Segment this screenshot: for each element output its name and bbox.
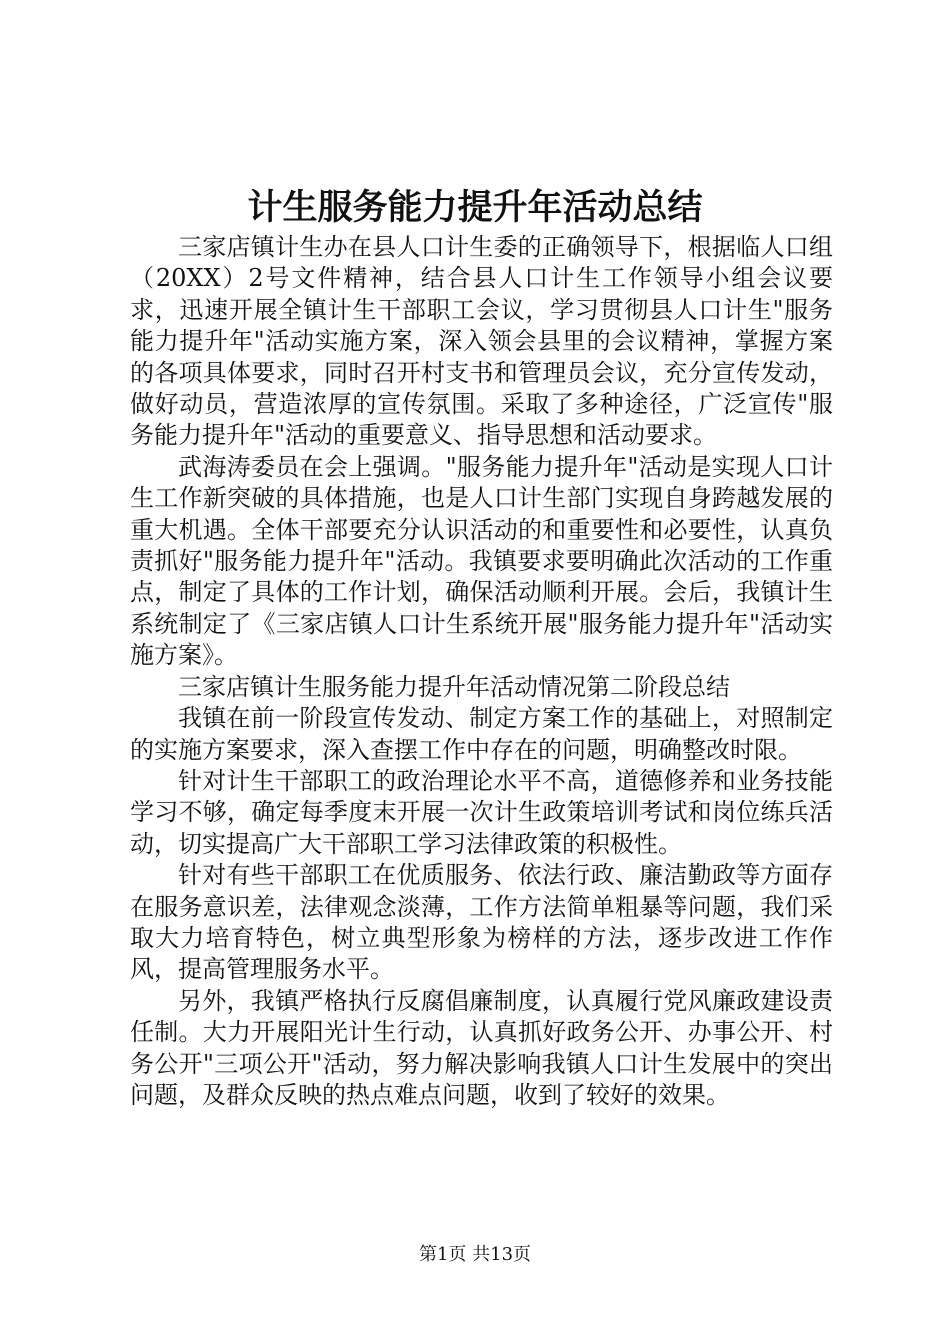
document-title: 计生服务能力提升年活动总结 [247,187,703,228]
section-heading: 三家店镇计生服务能力提升年活动情况第二阶段总结 [178,672,730,701]
paragraph: 武海涛委员在会上强调。"服务能力提升年"活动是实现人口计生工作新突破的具体措施，也是人口计生部门实现自身跨越发展的重大机遇。全体干部要充分认识活动的和重要性和必要性，认真负责抓好"服务能力提升年"活动。我镇要求要明确此次活动的工作重点，制定了具体的工作计划，确保活动顺利开展。会后，我镇计生系统制定了《三家店镇人口计生系统开展"服务能力提升年"活动实施方案》。 [130,452,833,670]
document-body [130,232,833,1111]
paragraph: 另外，我镇严格执行反腐倡廉制度，认真履行党风廉政建设责任制。大力开展阳光计生行动，认真抓好政务公开、办事公开、村务公开"三项公开"活动，努力解决影响我镇人口计生发展中的突出问题，及群众反映的热点难点问题，收到了较好的效果。 [130,986,833,1109]
paragraph: 针对计生干部职工的政治理论水平不高，道德修养和业务技能学习不够，确定每季度末开展一次计生政策培训考试和岗位练兵活动，切实提高广大干部职工学习法律政策的积极性。 [130,766,833,858]
paragraph: 我镇在前一阶段宣传发动、制定方案工作的基础上，对照制定的实施方案要求，深入查摆工作中存在的问题，明确整改时限。 [130,704,833,764]
paragraph: 针对有些干部职工在优质服务、依法行政、廉洁勤政等方面存在服务意识差，法律观念淡薄，工作方法简单粗暴等问题，我们采取大力培育特色，树立典型形象为榜样的方法，逐步改进工作作风，提高管理服务水平。 [130,861,833,984]
paragraph: 三家店镇计生办在县人口计生委的正确领导下，根据临人口组（20XX）2号文件精神，结合县人口计生工作领导小组会议要求，迅速开展全镇计生干部职工会议，学习贯彻县人口计生"服务能力提升年"活动实施方案，深入领会县里的会议精神，掌握方案的各项具体要求，同时召开村支书和管理员会议，充分宣传发动，做好动员，营造浓厚的宣传氛围。采取了多种途径，广泛宣传"服务能力提升年"活动的重要意义、指导思想和活动要求。 [130,233,833,450]
page-footer: 第1页 共13页 [418,1244,532,1265]
